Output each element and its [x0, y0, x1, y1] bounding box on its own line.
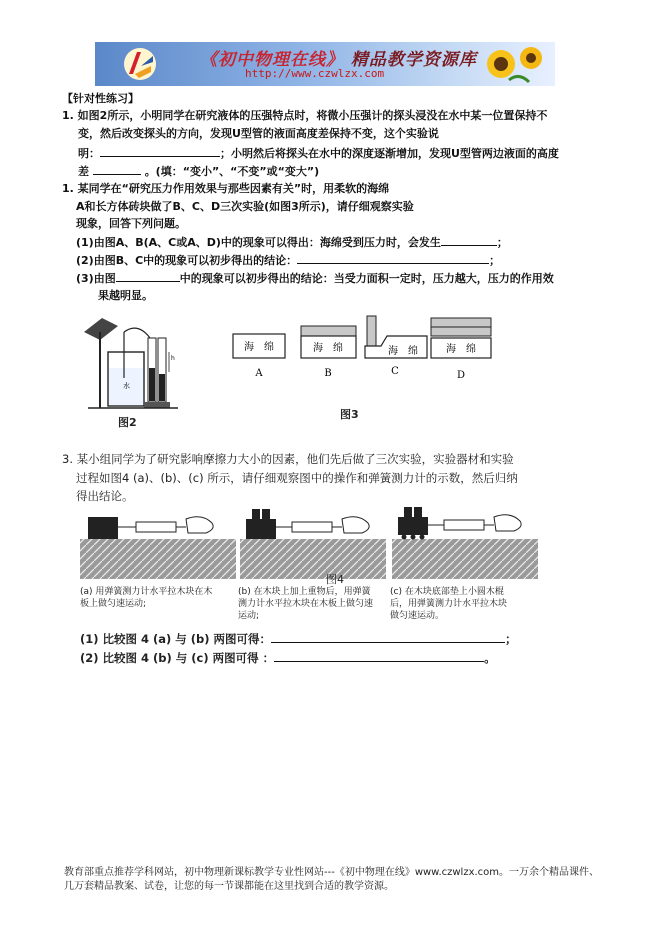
q1-line1: 1. 如图2所示，小明同学在研究液体的压强特点时，将微小压强计的探头浸没在水中某一位置保持不: [62, 109, 548, 122]
q3-answer-blank-1[interactable]: [271, 632, 505, 643]
q3-line3: 得出结论。: [76, 489, 134, 503]
figure-3-sponge: [225, 312, 495, 382]
figure-4b-friction: [238, 505, 388, 580]
figure-4c-caption: (c) 在木块底部垫上小圆木棍 后，用弹簧测力计水平拉木块 做匀速运动。: [390, 587, 508, 621]
sunflower-icon: [479, 44, 549, 84]
q1-line2: 变，然后改变探头的方向，发现U型管的液面高度差保持不变，这个实验说: [78, 127, 439, 140]
q3-sub1: (1) 比较图 4 (a) 与 (b) 两图可得： ；: [80, 632, 517, 646]
q1-line3: 明： ；小明然后将探头在水中的深度逐渐增加，发现U型管两边液面的高度: [78, 147, 559, 160]
q2-sub1: (1)由图A、B(A、C或A、D)中的现象可以得出：海绵受到压力时，会发生 ；: [76, 236, 508, 249]
logo-icon: [121, 46, 159, 82]
q3-line2: 过程如图4 (a)、(b)、(c) 所示，请仔细观察图中的操作和弹簧测力计的示数，然后归纳: [76, 471, 518, 485]
panel-label-c: C: [391, 366, 399, 377]
q2-answer-blank-2[interactable]: [297, 253, 489, 264]
q2-sub3-line2: 果越明显。: [98, 289, 153, 302]
figure-4-caption: 图4: [326, 573, 344, 586]
panel-label-a: A: [255, 368, 263, 379]
footer-line-2: 几万套精品教案、试卷，让您的每一节课都能在这里找到合适的教学资源。: [64, 881, 394, 892]
q1-answer-blank-2[interactable]: [93, 164, 141, 175]
figure-4a-friction: [78, 505, 238, 580]
q3-line1: 3. 某小组同学为了研究影响摩擦力大小的因素，他们先后做了三次实验，实验器材和实验: [62, 452, 514, 466]
figure-4b-caption: (b) 在木块上加上重物后，用弹簧 测力计水平拉木块在木板上做匀速 运动;: [238, 587, 374, 621]
figure-3-caption: 图3: [340, 408, 359, 421]
panel-label-d: D: [456, 370, 466, 381]
figure-4a-caption: (a) 用弹簧测力计水平拉木块在木 板上做匀速运动;: [80, 587, 213, 609]
q1-answer-blank-1[interactable]: [100, 146, 220, 157]
sponge-label-c: 海 绵: [388, 346, 418, 357]
footer-line-1: 教育部重点推荐学科网站，初中物理新课标教学专业性网站---《初中物理在线》www.czwlzx.com。一万余个精品课件、: [64, 867, 600, 878]
figure-4c-friction: [390, 505, 540, 580]
svg-text:h: h: [171, 355, 175, 362]
figure-2-caption: 图2: [118, 416, 137, 429]
banner-url[interactable]: http://www.czwlzx.com: [245, 67, 385, 80]
q2-sub3: (3)由图 中的现象可以初步得出的结论：当受力面积一定时，压力越大，压力的作用效: [76, 272, 554, 285]
q1-line4: 差 。(填：“变小”、“不变”或“变大”): [78, 165, 320, 178]
svg-text:水: 水: [123, 382, 130, 390]
banner: [95, 42, 555, 86]
banner-title: 《初中物理在线》 精品教学资源库: [200, 50, 477, 70]
sponge-label-d: 海 绵: [446, 344, 476, 355]
q2-answer-blank-1[interactable]: [441, 235, 497, 246]
q2-line1: 1. 某同学在“研究压力作用效果与那些因素有关”时，用柔软的海绵: [62, 182, 390, 195]
q2-sub2: (2)由图B、C中的现象可以初步得出的结论： ；: [76, 254, 501, 267]
q3-sub2: (2) 比较图 4 (b) 与 (c) 两图可得 ： 。: [80, 651, 496, 665]
q2-answer-blank-3[interactable]: [116, 271, 180, 282]
figure-2-apparatus: [78, 312, 183, 412]
panel-label-b: B: [324, 368, 332, 379]
sponge-label-b: 海 绵: [313, 343, 343, 354]
q2-line2: A和长方体砖块做了B、C、D三次实验(如图3所示)，请仔细观察实验: [76, 200, 414, 213]
q2-line3: 现象，回答下列问题。: [76, 217, 186, 230]
q3-answer-blank-2[interactable]: [274, 651, 484, 662]
section-header: 【针对性练习】: [62, 92, 139, 105]
sponge-label-a: 海 绵: [244, 342, 274, 353]
